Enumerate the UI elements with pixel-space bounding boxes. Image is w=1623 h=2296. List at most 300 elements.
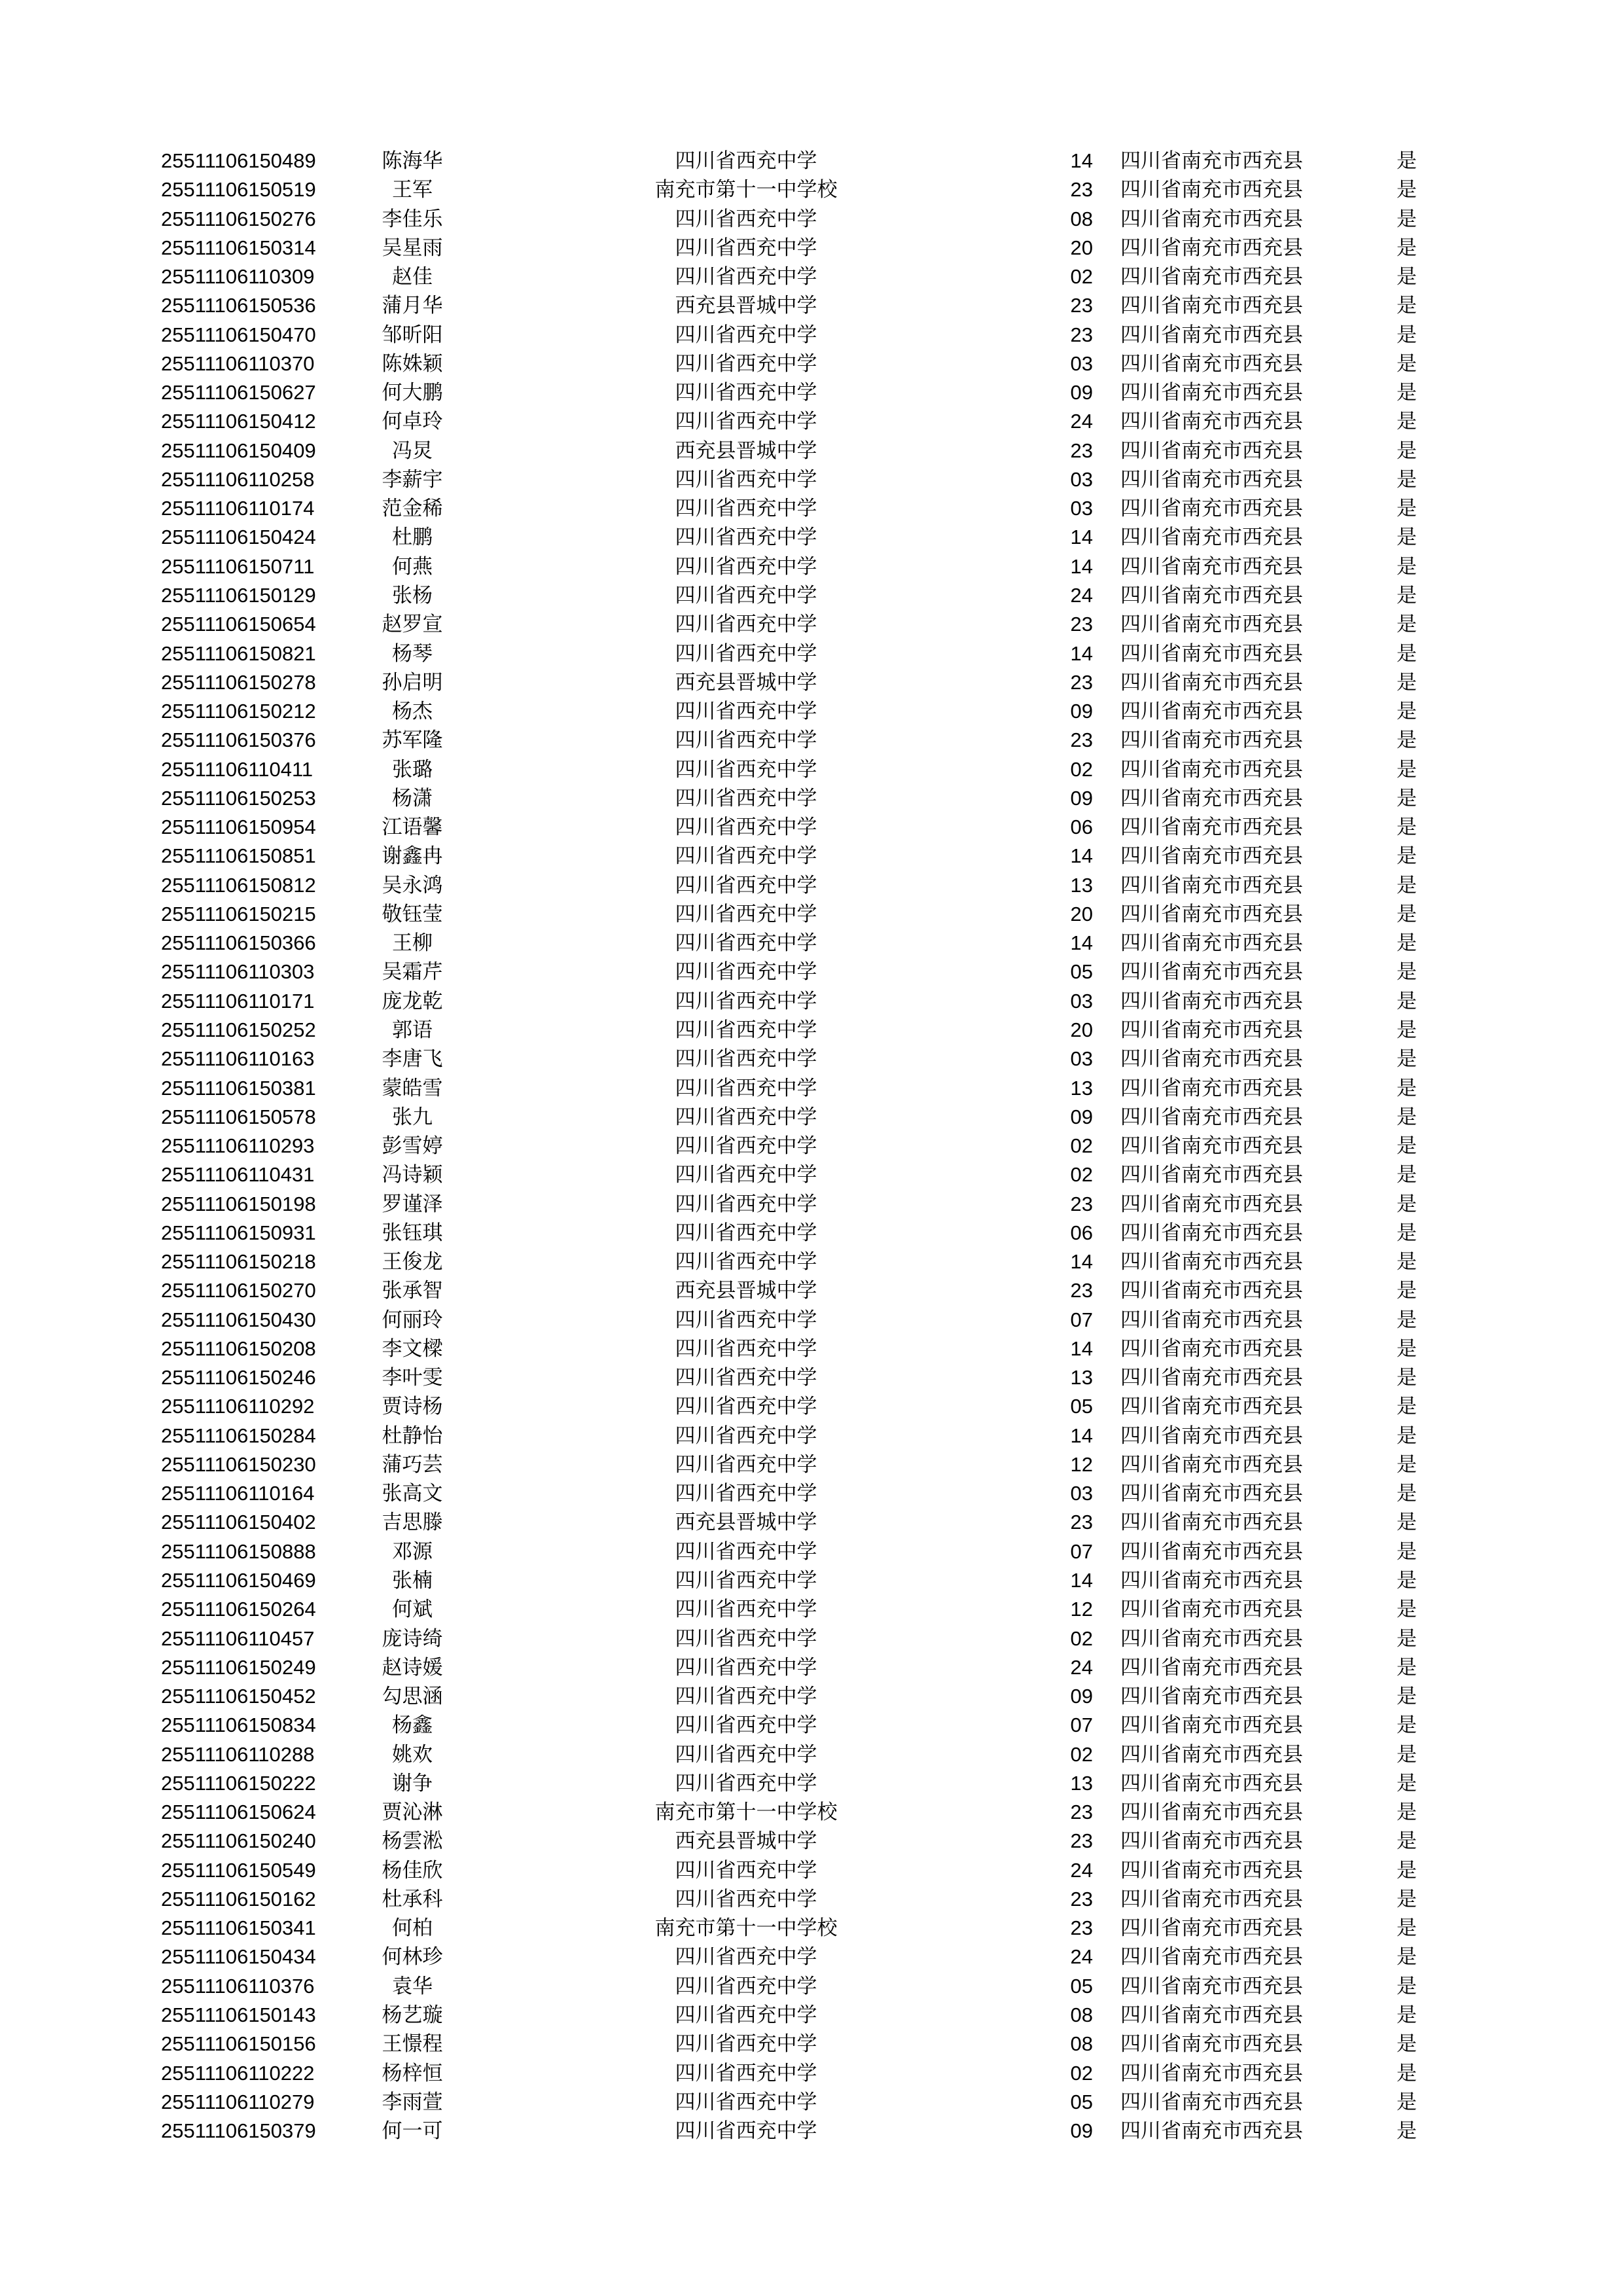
registration-number: 25511106150424 [161,526,316,549]
student-name: 陈姝颖 [382,351,443,376]
table-row [0,1653,1623,1682]
school-name: 四川省西充中学 [675,323,817,347]
table-row [0,1972,1623,2001]
class-number: 08 [1070,2003,1093,2026]
school-name: 四川省西充中学 [675,1771,817,1795]
status-flag: 是 [1397,323,1417,347]
class-number: 07 [1070,1308,1093,1331]
status-flag: 是 [1397,1887,1417,1911]
region: 四川省南充市西充县 [1120,1626,1303,1651]
region: 四川省南充市西充县 [1120,294,1303,318]
region: 四川省南充市西充县 [1120,1771,1303,1795]
registration-number: 25511106150536 [161,294,316,317]
school-name: 四川省西充中学 [675,2061,817,2085]
status-flag: 是 [1397,381,1417,405]
status-flag: 是 [1397,1713,1417,1738]
school-name: 西充县晋城中学 [675,294,817,318]
region: 四川省南充市西充县 [1120,1974,1303,1998]
school-name: 四川省西充中学 [675,1308,817,1332]
school-name: 四川省西充中学 [675,2003,817,2027]
region: 四川省南充市西充县 [1120,1076,1303,1100]
status-flag: 是 [1397,700,1417,724]
status-flag: 是 [1397,1076,1417,1100]
student-name: 李唐飞 [382,1047,443,1071]
table-row [0,755,1623,784]
status-flag: 是 [1397,178,1417,202]
class-number: 14 [1070,1250,1093,1274]
registration-number: 25511106150249 [161,1655,316,1679]
table-row [0,1798,1623,1827]
school-name: 四川省西充中学 [675,1685,817,1709]
class-number: 08 [1070,2032,1093,2056]
registration-number: 25511106150578 [161,1105,316,1128]
table-row [0,1335,1623,1363]
region: 四川省南充市西充县 [1120,931,1303,956]
student-name: 何林珍 [382,1945,443,1969]
status-flag: 是 [1397,1685,1417,1709]
class-number: 23 [1070,1511,1093,1534]
class-number: 23 [1070,613,1093,636]
student-name: 李叶雯 [382,1366,443,1390]
class-number: 23 [1070,1801,1093,1824]
student-name: 孙启明 [382,670,443,694]
status-flag: 是 [1397,2061,1417,2085]
status-flag: 是 [1397,1945,1417,1969]
table-row [0,1624,1623,1653]
region: 四川省南充市西充县 [1120,1192,1303,1216]
region: 四川省南充市西充县 [1120,1511,1303,1535]
student-name: 贾沁淋 [382,1801,443,1825]
class-number: 23 [1070,323,1093,346]
region: 四川省南充市西充县 [1120,873,1303,897]
student-name: 王俊龙 [382,1250,443,1274]
student-name: 何燕 [392,554,433,579]
student-name: 何大鹏 [382,381,443,405]
registration-number: 25511106150240 [161,1829,316,1853]
class-number: 14 [1070,1569,1093,1592]
class-number: 14 [1070,526,1093,549]
school-name: 四川省西充中学 [675,728,817,753]
registration-number: 25511106150711 [161,554,315,578]
school-name: 四川省西充中学 [675,873,817,897]
registration-number: 25511106150215 [161,902,316,925]
class-number: 24 [1070,1945,1093,1969]
region: 四川省南充市西充县 [1120,1105,1303,1129]
school-name: 西充县晋城中学 [675,439,817,463]
registration-number: 25511106110174 [161,497,315,520]
class-number: 24 [1070,410,1093,433]
student-name: 谢争 [392,1771,433,1795]
table-row [0,1363,1623,1392]
class-number: 05 [1070,2090,1093,2113]
student-name: 张杨 [392,583,433,607]
school-name: 四川省西充中学 [675,1047,817,1071]
region: 四川省南充市西充县 [1120,1742,1303,1767]
table-row [0,1566,1623,1595]
region: 四川省南充市西充县 [1120,757,1303,781]
registration-number: 25511106150402 [161,1511,316,1534]
status-flag: 是 [1397,613,1417,637]
registration-number: 25511106150230 [161,1452,316,1476]
student-name: 张楠 [392,1569,433,1593]
school-name: 四川省西充中学 [675,1945,817,1969]
region: 四川省南充市西充县 [1120,902,1303,926]
class-number: 23 [1070,439,1093,462]
region: 四川省南充市西充县 [1120,1713,1303,1738]
region: 四川省南充市西充县 [1120,381,1303,405]
student-name: 冯诗颖 [382,1163,443,1187]
status-flag: 是 [1397,1366,1417,1390]
registration-number: 25511106150156 [161,2032,316,2056]
student-name: 张高文 [382,1482,443,1506]
table-row [0,1306,1623,1335]
class-number: 08 [1070,207,1093,230]
class-number: 07 [1070,1539,1093,1563]
school-name: 四川省西充中学 [675,613,817,637]
status-flag: 是 [1397,149,1417,173]
region: 四川省南充市西充县 [1120,2003,1303,2027]
region: 四川省南充市西充县 [1120,960,1303,984]
school-name: 四川省西充中学 [675,410,817,434]
class-number: 03 [1070,467,1093,491]
student-name: 张九 [392,1105,433,1129]
class-number: 09 [1070,1685,1093,1708]
region: 四川省南充市西充县 [1120,265,1303,289]
table-row [0,1103,1623,1132]
student-name: 邹昕阳 [382,323,443,347]
registration-number: 25511106150931 [161,1221,316,1244]
school-name: 四川省西充中学 [675,381,817,405]
region: 四川省南充市西充县 [1120,1366,1303,1390]
registration-number: 25511106150341 [161,1916,316,1940]
table-row [0,407,1623,436]
school-name: 四川省西充中学 [675,1018,817,1042]
student-name: 吴星雨 [382,236,443,260]
class-number: 12 [1070,1452,1093,1476]
table-row [0,842,1623,870]
class-number: 24 [1070,1858,1093,1882]
registration-number: 25511106110457 [161,1626,315,1650]
school-name: 四川省西充中学 [675,1336,817,1361]
table-row [0,2001,1623,2030]
student-name: 吴霜芹 [382,960,443,984]
student-name: 张璐 [392,757,433,781]
student-name: 何斌 [392,1598,433,1622]
class-number: 23 [1070,1916,1093,1940]
student-name: 郭语 [392,1018,433,1042]
student-name: 杜承科 [382,1887,443,1911]
student-name: 蒲巧芸 [382,1452,443,1477]
table-row [0,1943,1623,1971]
student-name: 陈海华 [382,149,443,173]
region: 四川省南充市西充县 [1120,816,1303,840]
school-name: 四川省西充中学 [675,1539,817,1564]
student-name: 姚欢 [392,1742,433,1767]
class-number: 14 [1070,1424,1093,1447]
class-number: 13 [1070,1771,1093,1795]
class-number: 14 [1070,641,1093,665]
school-name: 南充市第十一中学校 [654,1916,838,1941]
table-row [0,1016,1623,1045]
status-flag: 是 [1397,873,1417,897]
status-flag: 是 [1397,1742,1417,1767]
table-row [0,494,1623,523]
region: 四川省南充市西充县 [1120,2032,1303,2056]
registration-number: 25511106150270 [161,1279,316,1302]
student-name: 李文樑 [382,1336,443,1361]
school-name: 四川省西充中学 [675,1134,817,1158]
status-flag: 是 [1397,1308,1417,1332]
table-row [0,668,1623,697]
status-flag: 是 [1397,1047,1417,1071]
status-flag: 是 [1397,931,1417,956]
class-number: 06 [1070,1221,1093,1244]
student-name: 庞诗绮 [382,1626,443,1651]
school-name: 四川省西充中学 [675,1974,817,1998]
student-name: 庞龙乾 [382,989,443,1013]
table-row [0,1682,1623,1711]
region: 四川省南充市西充县 [1120,583,1303,607]
region: 四川省南充市西充县 [1120,178,1303,202]
student-name: 江语馨 [382,816,443,840]
status-flag: 是 [1397,1539,1417,1564]
table-row [0,378,1623,407]
school-name: 四川省西充中学 [675,1598,817,1622]
table-row [0,2030,1623,2058]
table-row [0,1045,1623,1073]
registration-number: 25511106150549 [161,1858,316,1882]
status-flag: 是 [1397,1482,1417,1506]
class-number: 13 [1070,1076,1093,1100]
table-row [0,1247,1623,1276]
school-name: 四川省西充中学 [675,497,817,521]
school-name: 四川省西充中学 [675,816,817,840]
table-row [0,697,1623,726]
region: 四川省南充市西充县 [1120,1858,1303,1882]
student-name: 何丽玲 [382,1308,443,1332]
registration-number: 25511106150624 [161,1801,316,1824]
student-name: 杨梓恒 [382,2061,443,2085]
registration-number: 25511106150412 [161,410,316,433]
registration-number: 25511106150162 [161,1887,316,1910]
status-flag: 是 [1397,844,1417,869]
table-row [0,1219,1623,1247]
registration-number: 25511106150409 [161,439,316,462]
class-number: 20 [1070,1018,1093,1041]
registration-number: 25511106150376 [161,728,316,752]
school-name: 四川省西充中学 [675,149,817,173]
student-name: 张钰琪 [382,1221,443,1245]
status-flag: 是 [1397,1163,1417,1187]
school-name: 四川省西充中学 [675,2119,817,2144]
class-number: 09 [1070,786,1093,810]
registration-number: 25511106150888 [161,1539,316,1563]
region: 四川省南充市西充县 [1120,1308,1303,1332]
registration-number: 25511106150489 [161,149,316,172]
region: 四川省南充市西充县 [1120,1452,1303,1477]
region: 四川省南充市西充县 [1120,1279,1303,1303]
school-name: 南充市第十一中学校 [654,1801,838,1825]
region: 四川省南充市西充县 [1120,1685,1303,1709]
status-flag: 是 [1397,439,1417,463]
class-number: 02 [1070,2061,1093,2085]
region: 四川省南充市西充县 [1120,410,1303,434]
registration-number: 25511106110370 [161,351,315,375]
registration-number: 25511106150851 [161,844,316,868]
school-name: 四川省西充中学 [675,844,817,869]
school-name: 四川省西充中学 [675,1424,817,1448]
region: 四川省南充市西充县 [1120,844,1303,869]
student-name: 敬钰莹 [382,902,443,926]
region: 四川省南充市西充县 [1120,1250,1303,1274]
student-name: 杜鹏 [392,526,433,550]
status-flag: 是 [1397,497,1417,521]
class-number: 05 [1070,960,1093,984]
student-name: 王柳 [392,931,433,956]
class-number: 23 [1070,728,1093,752]
school-name: 四川省西充中学 [675,2032,817,2056]
status-flag: 是 [1397,1336,1417,1361]
region: 四川省南充市西充县 [1120,526,1303,550]
region: 四川省南充市西充县 [1120,1395,1303,1419]
student-name: 李雨萱 [382,2090,443,2114]
school-name: 四川省西充中学 [675,786,817,810]
registration-number: 25511106150954 [161,816,316,839]
status-flag: 是 [1397,1569,1417,1593]
school-name: 四川省西充中学 [675,1887,817,1911]
class-number: 02 [1070,1742,1093,1766]
student-name: 张承智 [382,1279,443,1303]
region: 四川省南充市西充县 [1120,786,1303,810]
student-name: 王军 [392,178,433,202]
table-row [0,205,1623,234]
school-name: 四川省西充中学 [675,1858,817,1882]
student-name: 苏军隆 [382,728,443,753]
student-name: 蒲月华 [382,294,443,318]
table-row [0,2117,1623,2145]
class-number: 09 [1070,381,1093,404]
status-flag: 是 [1397,1511,1417,1535]
status-flag: 是 [1397,583,1417,607]
region: 四川省南充市西充县 [1120,497,1303,521]
table-row [0,1074,1623,1103]
class-number: 24 [1070,1655,1093,1679]
registration-number: 25511106110163 [161,1047,315,1071]
status-flag: 是 [1397,294,1417,318]
registration-number: 25511106150654 [161,613,316,636]
registration-number: 25511106150252 [161,1018,316,1041]
registration-number: 25511106150278 [161,670,316,694]
status-flag: 是 [1397,757,1417,781]
class-number: 02 [1070,757,1093,781]
registration-number: 25511106110293 [161,1134,315,1158]
student-name: 杨艺璇 [382,2003,443,2027]
student-name: 吴永鸿 [382,873,443,897]
student-name: 彭雪婷 [382,1134,443,1158]
registration-number: 25511106150627 [161,381,316,404]
school-name: 四川省西充中学 [675,2090,817,2114]
region: 四川省南充市西充县 [1120,1539,1303,1564]
registration-number: 25511106150143 [161,2003,316,2026]
table-row [0,900,1623,929]
region: 四川省南充市西充县 [1120,728,1303,753]
region: 四川省南充市西充县 [1120,1047,1303,1071]
table-row [0,871,1623,900]
registration-number: 25511106110303 [161,960,315,984]
status-flag: 是 [1397,2119,1417,2144]
registration-number: 25511106110258 [161,467,315,491]
registration-number: 25511106110279 [161,2090,315,2113]
school-name: 四川省西充中学 [675,1655,817,1679]
status-flag: 是 [1397,1916,1417,1941]
region: 四川省南充市西充县 [1120,700,1303,724]
table-row [0,726,1623,755]
table-row [0,552,1623,581]
class-number: 14 [1070,149,1093,172]
table-row [0,1422,1623,1450]
registration-number: 25511106110309 [161,265,315,289]
registration-number: 25511106150222 [161,1771,316,1795]
registration-number: 25511106150366 [161,931,316,955]
student-name: 杨潇 [392,786,433,810]
class-number: 14 [1070,1336,1093,1360]
class-number: 23 [1070,1279,1093,1302]
region: 四川省南充市西充县 [1120,1598,1303,1622]
status-flag: 是 [1397,989,1417,1013]
class-number: 23 [1070,1192,1093,1215]
registration-number: 25511106110292 [161,1395,315,1418]
table-row [0,1392,1623,1421]
table-row [0,234,1623,262]
registration-number: 25511106150264 [161,1598,316,1621]
class-number: 05 [1070,1974,1093,1998]
region: 四川省南充市西充县 [1120,467,1303,492]
school-name: 四川省西充中学 [675,583,817,607]
table-row [0,321,1623,350]
region: 四川省南充市西充县 [1120,1163,1303,1187]
table-row [0,2088,1623,2117]
status-flag: 是 [1397,816,1417,840]
class-number: 02 [1070,1134,1093,1158]
registration-number: 25511106150208 [161,1336,316,1360]
table-row [0,1827,1623,1856]
region: 四川省南充市西充县 [1120,2061,1303,2085]
student-name: 李佳乐 [382,207,443,231]
student-name: 赵佳 [392,265,433,289]
student-name: 杨佳欣 [382,1858,443,1882]
status-flag: 是 [1397,526,1417,550]
registration-number: 25511106150834 [161,1713,316,1737]
class-number: 02 [1070,1626,1093,1650]
table-row [0,1769,1623,1798]
student-name: 范金稀 [382,497,443,521]
student-name: 邓源 [392,1539,433,1564]
table-row [0,1885,1623,1914]
registration-number: 25511106110222 [161,2061,315,2085]
school-name: 四川省西充中学 [675,902,817,926]
school-name: 四川省西充中学 [675,236,817,260]
region: 四川省南充市西充县 [1120,1221,1303,1245]
student-name: 吉思滕 [382,1511,443,1535]
status-flag: 是 [1397,207,1417,231]
student-name: 谢鑫冉 [382,844,443,869]
student-name: 赵诗媛 [382,1655,443,1679]
status-flag: 是 [1397,351,1417,376]
registration-number: 25511106150314 [161,236,316,259]
class-number: 02 [1070,265,1093,289]
school-name: 四川省西充中学 [675,1569,817,1593]
school-name: 四川省西充中学 [675,1076,817,1100]
